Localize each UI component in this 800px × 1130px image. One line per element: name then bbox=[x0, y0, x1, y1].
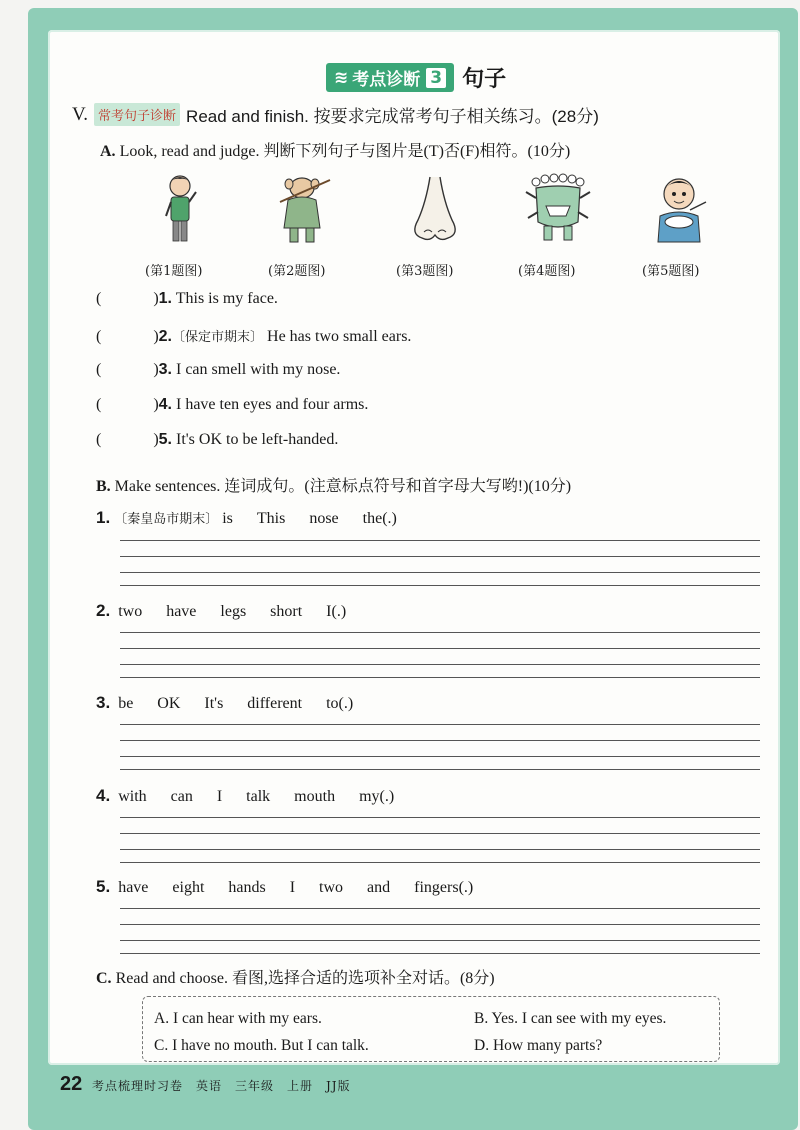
boy-eating-picture bbox=[644, 172, 714, 247]
writing-line[interactable] bbox=[120, 740, 760, 741]
wave-icon: ≋ bbox=[334, 67, 349, 88]
writing-line[interactable] bbox=[120, 817, 760, 818]
part-v-heading bbox=[72, 102, 599, 127]
option-c[interactable]: C. I have no mouth. But I can talk. bbox=[154, 1037, 369, 1054]
writing-line[interactable] bbox=[120, 953, 760, 954]
judge-question-2: ( )2.〔保定市期末〕 He has two small ears. bbox=[96, 328, 412, 345]
part-v-instruction: Read and finish. 按要求完成常考句子相关练习。(28分) bbox=[186, 107, 599, 126]
judge-question-1: ( )1. This is my face. bbox=[96, 290, 278, 307]
part-v-tag: 常考句子诊断 bbox=[94, 103, 180, 126]
writing-line[interactable] bbox=[120, 908, 760, 909]
writing-line[interactable] bbox=[120, 664, 760, 665]
caption-2: (第2题图) bbox=[268, 264, 326, 279]
sentence-question-5: 5. have eight hands I two and fingers(.) bbox=[96, 877, 474, 896]
option-d[interactable]: D. How many parts? bbox=[474, 1037, 603, 1054]
judge-question-3: ( )3. I can smell with my nose. bbox=[96, 361, 341, 378]
writing-line[interactable] bbox=[120, 756, 760, 757]
writing-line[interactable] bbox=[120, 849, 760, 850]
caption-1: (第1题图) bbox=[145, 264, 203, 279]
caption-3: (第3题图) bbox=[396, 264, 454, 279]
sentence-question-2: 2. two have legs short I(.) bbox=[96, 601, 347, 620]
judge-question-5: ( )5. It's OK to be left-handed. bbox=[96, 431, 339, 448]
judge-question-4: ( )4. I have ten eyes and four arms. bbox=[96, 396, 369, 413]
monster-picture bbox=[522, 172, 592, 247]
sentence-question-1: 1. 〔秦皇岛市期末〕 is This nose the(.) bbox=[96, 508, 397, 527]
writing-line[interactable] bbox=[120, 632, 760, 633]
writing-line[interactable] bbox=[120, 862, 760, 863]
monkey-character-picture bbox=[270, 172, 340, 247]
option-b[interactable]: B. Yes. I can see with my eyes. bbox=[474, 1010, 667, 1027]
writing-line[interactable] bbox=[120, 940, 760, 941]
boy-pointing-picture bbox=[148, 172, 218, 247]
source-note: 〔秦皇岛市期末〕 bbox=[114, 512, 219, 527]
nose-picture bbox=[400, 172, 470, 247]
source-note: 〔保定市期末〕 bbox=[172, 330, 264, 345]
book-info: 考点梳理时习卷 英语 三年级 上册 JJ版 bbox=[92, 1079, 351, 1093]
writing-line[interactable] bbox=[120, 924, 760, 925]
part-b-heading: B. Make sentences. 连词成句。(注意标点符号和首字母大写哟!)(10分) bbox=[96, 478, 572, 495]
writing-line[interactable] bbox=[120, 585, 760, 586]
writing-line[interactable] bbox=[120, 540, 760, 541]
writing-line[interactable] bbox=[120, 769, 760, 770]
writing-line[interactable] bbox=[120, 833, 760, 834]
option-a[interactable]: A. I can hear with my ears. bbox=[154, 1010, 322, 1027]
part-v-numeral: V. bbox=[72, 103, 89, 125]
sentence-question-3: 3. be OK It's different to(.) bbox=[96, 693, 354, 712]
writing-line[interactable] bbox=[120, 572, 760, 573]
writing-line[interactable] bbox=[120, 677, 760, 678]
section-badge: ≋ 考点诊断 3 bbox=[326, 63, 454, 92]
part-a-heading: A. Look, read and judge. 判断下列句子与图片是(T)否(F)相符。(10分) bbox=[100, 143, 571, 160]
writing-line[interactable] bbox=[120, 556, 760, 557]
section-heading bbox=[326, 62, 506, 93]
part-c-heading: C. Read and choose. 看图,选择合适的选项补全对话。(8分) bbox=[96, 970, 495, 987]
caption-4: (第4题图) bbox=[518, 264, 576, 279]
writing-line[interactable] bbox=[120, 724, 760, 725]
caption-5: (第5题图) bbox=[642, 264, 700, 279]
writing-line[interactable] bbox=[120, 648, 760, 649]
page-number: 22 bbox=[60, 1073, 83, 1095]
sentence-question-4: 4. with can I talk mouth my(.) bbox=[96, 786, 395, 805]
section-name: 句子 bbox=[462, 67, 507, 92]
